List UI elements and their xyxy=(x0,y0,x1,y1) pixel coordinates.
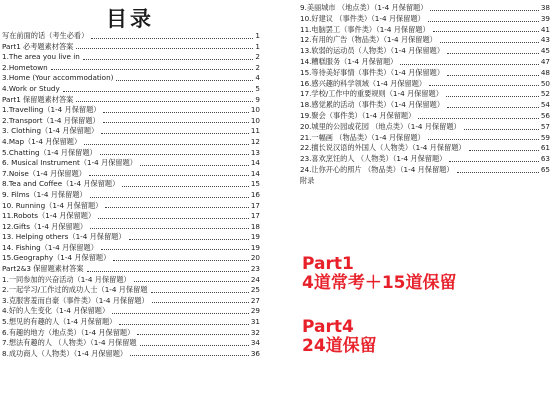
toc-entry-title: 11.电脑罢工（事件类）（1-4 月保留题） xyxy=(300,24,430,34)
toc-entry-title: 13. Helping others（1-4 月保留题） xyxy=(2,232,126,242)
toc-entry-title: 17.学校/工作中的重要规则（1-4 月保留题） xyxy=(300,89,443,99)
promo-part4-heading: Part4 xyxy=(302,317,354,337)
promo-part4-detail: 24道保留 xyxy=(302,335,377,356)
toc-entry-page: 61 xyxy=(540,143,550,153)
dot-leader xyxy=(87,271,249,272)
toc-entry-page: 59 xyxy=(540,132,550,142)
toc-entry-page: 1 xyxy=(255,41,260,51)
toc-entry[interactable] xyxy=(300,111,550,122)
dot-leader xyxy=(140,165,249,166)
toc-entry-page: 1 xyxy=(255,31,260,40)
toc-entry[interactable] xyxy=(2,328,260,339)
toc-entry[interactable] xyxy=(300,100,550,111)
toc-entry-page: 10 xyxy=(250,115,260,125)
dot-leader xyxy=(447,107,539,108)
toc-entry[interactable] xyxy=(2,264,260,275)
toc-entry[interactable] xyxy=(300,89,550,100)
dot-leader xyxy=(63,91,254,92)
toc-entry-page: 63 xyxy=(540,154,550,164)
dot-leader xyxy=(51,69,254,70)
toc-entry-title: 写在前面的话（考生必看） xyxy=(2,31,89,40)
toc-entry[interactable] xyxy=(2,232,260,243)
toc-entry-title: 23.喜欢烹饪的人 （人物类）（1-4 月保留题） xyxy=(300,154,447,164)
dot-leader xyxy=(469,150,539,151)
toc-entry[interactable] xyxy=(2,148,260,159)
toc-entry-title: 8.成功商人（人物类）（1-4 月保留题） xyxy=(2,348,128,358)
toc-entry-page: 41 xyxy=(540,24,550,34)
dot-leader xyxy=(122,186,249,187)
toc-entry-page: 31 xyxy=(250,317,260,327)
toc-entry-title: 4.Map（1-4 月保留题） xyxy=(2,136,82,146)
toc-entry-page: 52 xyxy=(540,89,550,99)
toc-entry-title: 24.让你开心的照片 （物品类）（1-4 月保留题） xyxy=(300,164,454,174)
toc-entry-page: 29 xyxy=(250,306,260,316)
toc-entry-title: 2.Transport（1-4 月保留题） xyxy=(2,115,100,125)
toc-entry-page: 19 xyxy=(250,232,260,242)
dot-leader xyxy=(103,122,249,123)
promo-part1 xyxy=(302,255,457,292)
toc-entry-page: 43 xyxy=(540,35,550,45)
toc-entry[interactable] xyxy=(2,349,260,360)
toc-entry[interactable] xyxy=(300,133,550,144)
toc-entry-title: 12.Gifts（1-4 月保留题） xyxy=(2,221,88,231)
toc-entry-title: 3. Clothing（1-4 月保留题） xyxy=(2,126,99,136)
toc-entry[interactable] xyxy=(2,31,260,42)
toc-entry[interactable] xyxy=(2,179,260,190)
toc-entry[interactable] xyxy=(2,126,260,137)
toc-right-column xyxy=(300,3,550,186)
appendix-label[interactable]: 附录 xyxy=(300,175,315,185)
toc-entry-page: 24 xyxy=(250,274,260,284)
toc-entry-title: 18.感觉累的活动（事件类）（1-4 月保留题） xyxy=(300,100,445,110)
toc-entry[interactable] xyxy=(2,42,260,53)
toc-entry-title: 2.一起学习/工作过的成功人士（1-4 月保留题 xyxy=(2,285,148,295)
toc-entry-page: 17 xyxy=(250,211,260,221)
dot-leader xyxy=(400,64,539,65)
dot-leader xyxy=(103,112,248,113)
toc-entry-page: 34 xyxy=(250,338,260,348)
dot-leader xyxy=(152,302,249,303)
dot-leader xyxy=(428,21,539,22)
toc-entry[interactable] xyxy=(300,14,550,25)
toc-entry-title: 15.Geography（1-4 月保留题） xyxy=(2,253,111,263)
toc-entry-title: 6.有趣的地方（地点类）（1-4 月保留题） xyxy=(2,327,135,337)
dot-leader xyxy=(76,101,253,102)
toc-entry-title: 16.感兴趣的科学领域（1-4 月保留题） xyxy=(300,78,427,88)
toc-entry-title: 12.有用的广告（物品类）（1-4 月保留题） xyxy=(300,35,437,45)
toc-entry-page: 4 xyxy=(255,73,260,83)
toc-entry-title: 7.Noise（1-4 月保留题） xyxy=(2,168,86,178)
dot-leader xyxy=(433,31,539,32)
toc-entry[interactable] xyxy=(2,116,260,127)
toc-entry-page: 32 xyxy=(250,327,260,337)
toc-entry-title: 3.克服害羞而自豪（事件类）（1-4 月保留题） xyxy=(2,295,149,305)
toc-entry-page: 15 xyxy=(250,179,260,189)
dot-leader xyxy=(100,154,249,155)
toc-entry-title: 14.糟糕服务（1-4 月保留题） xyxy=(300,56,398,66)
toc-entry-title: 22.擅长说汉语的外国人（人物类）（1-4 月保留题） xyxy=(300,143,466,153)
toc-entry-title: 4.好的人生变化（1-4 月保留题） xyxy=(2,306,110,316)
toc-entry-title: 13.软弱的运动员（人物类）（1-4 月保留题） xyxy=(300,46,445,56)
dot-leader xyxy=(116,80,253,81)
toc-entry-page: 9 xyxy=(255,94,260,104)
toc-entry-title: Part1 必考题素材答案 xyxy=(2,41,74,51)
toc-entry-page: 23 xyxy=(250,264,260,274)
toc-entry-page: 12 xyxy=(250,136,260,146)
toc-entry-title: 1.Travelling（1-4 月保留题） xyxy=(2,105,101,115)
toc-entry-title: 14. Fishing（1-4 月保留题） xyxy=(2,242,98,252)
toc-entry[interactable] xyxy=(300,165,550,176)
dot-leader xyxy=(447,53,539,54)
dot-leader xyxy=(440,42,539,43)
toc-entry-title: Part1 保留题素材答案 xyxy=(2,94,74,104)
toc-entry[interactable] xyxy=(2,253,260,264)
toc-entry-page: 48 xyxy=(540,67,550,77)
toc-entry-page: 27 xyxy=(250,295,260,305)
dot-leader xyxy=(418,118,539,119)
toc-entry[interactable] xyxy=(2,73,260,84)
toc-entry-title: 7.想法有趣的人 （人物类）（1-4 月保留题 xyxy=(2,338,137,348)
toc-entry-page: 54 xyxy=(540,100,550,110)
toc-entry-page: 2 xyxy=(255,62,260,72)
dot-leader xyxy=(101,133,249,134)
toc-entry-title: 20.城里的公园或花园 （地点类）（1-4 月保留题） xyxy=(300,121,461,131)
toc-entry[interactable] xyxy=(2,52,260,63)
toc-entry-title: 1.一同参加的兴奋活动（1-4 月保留题） xyxy=(2,274,131,284)
toc-entry-title: 2.Hometown xyxy=(2,62,48,72)
toc-entry-title: 5.Chatting（1-4 月保留题） xyxy=(2,147,97,157)
toc-entry[interactable] xyxy=(300,35,550,46)
toc-entry[interactable] xyxy=(2,296,260,307)
dot-leader xyxy=(112,313,249,314)
toc-entry[interactable] xyxy=(300,143,550,154)
toc-entry[interactable] xyxy=(2,169,260,180)
dot-leader xyxy=(130,355,249,356)
toc-entry-page: 5 xyxy=(255,83,260,93)
promo-part1-detail: 4道常考＋15道保留 xyxy=(302,272,457,293)
dot-leader xyxy=(429,85,539,86)
toc-entry-page: 11 xyxy=(250,126,260,136)
dot-leader xyxy=(137,334,249,335)
dot-leader xyxy=(89,175,249,176)
dot-leader xyxy=(119,324,249,325)
toc-entry-title: 19.聚会（事件类）（1-4 月保留题） xyxy=(300,110,416,120)
dot-leader xyxy=(140,345,249,346)
toc-entry-page: 25 xyxy=(250,285,260,295)
dot-leader xyxy=(84,144,249,145)
toc-entry[interactable] xyxy=(2,275,260,286)
promo-part1-heading: Part1 xyxy=(302,254,354,274)
toc-entry[interactable] xyxy=(2,285,260,296)
promo-part4 xyxy=(302,318,377,355)
toc-entry-page: 57 xyxy=(540,121,550,131)
toc-entry-page: 16 xyxy=(250,189,260,199)
toc-entry-page: 38 xyxy=(540,3,550,12)
toc-entry-title: 10.好建议 （事件类）（1-4 月保留题） xyxy=(300,13,425,23)
toc-entry-page: 10 xyxy=(250,105,260,115)
toc-entry[interactable] xyxy=(2,137,260,148)
dot-leader xyxy=(98,218,249,219)
toc-entry-title: 6. Musical Instrument（1-4 月保留题） xyxy=(2,158,137,168)
dot-leader xyxy=(90,197,249,198)
toc-entry-page: 39 xyxy=(540,13,550,23)
dot-leader xyxy=(76,48,253,49)
dot-leader xyxy=(428,139,539,140)
dot-leader xyxy=(447,75,539,76)
toc-entry-page: 14 xyxy=(250,168,260,178)
toc-entry[interactable] xyxy=(2,95,260,106)
toc-entry[interactable] xyxy=(2,84,260,95)
dot-leader xyxy=(91,38,253,39)
toc-entry[interactable] xyxy=(2,105,260,116)
toc-entry[interactable] xyxy=(2,222,260,233)
toc-entry[interactable] xyxy=(300,25,550,36)
toc-entry[interactable] xyxy=(2,201,260,212)
toc-entry-page: 50 xyxy=(540,78,550,88)
toc-entry-page: 47 xyxy=(540,56,550,66)
dot-leader xyxy=(105,207,249,208)
toc-entry[interactable] xyxy=(300,46,550,57)
toc-entry-title: 9. Films（1-4 月保留题） xyxy=(2,189,87,199)
toc-entry[interactable] xyxy=(300,154,550,165)
toc-entry-title: 5.想见的有趣的人（1-4 月保留题） xyxy=(2,317,117,327)
dot-leader xyxy=(101,249,249,250)
toc-entry-title: 9.美丽城市 （地点类）（1-4 月保留题） xyxy=(300,3,428,12)
toc-left-column xyxy=(2,31,260,359)
toc-entry-page: 17 xyxy=(250,200,260,210)
toc-entry-title: 10. Running（1-4 月保留题） xyxy=(2,200,103,210)
dot-leader xyxy=(446,96,539,97)
toc-entry[interactable] xyxy=(2,317,260,328)
toc-entry-page: 18 xyxy=(250,221,260,231)
dot-leader xyxy=(90,228,249,229)
toc-entry[interactable] xyxy=(2,243,260,254)
toc-entry-page: 36 xyxy=(250,348,260,358)
toc-entry[interactable] xyxy=(2,338,260,349)
toc-entry[interactable] xyxy=(2,63,260,74)
toc-entry-title: 4.Work or Study xyxy=(2,83,60,93)
toc-entry-title: 21.一幅画 （物品类）（1-4 月保留题） xyxy=(300,132,425,142)
toc-entry[interactable] xyxy=(2,158,260,169)
dot-leader xyxy=(449,161,539,162)
toc-entry-title: 1.The area you live in xyxy=(2,52,80,62)
toc-entry[interactable] xyxy=(300,122,550,133)
toc-entry-page: 13 xyxy=(250,147,260,157)
toc-entry-title: 11.Robots（1-4 月保留题） xyxy=(2,211,96,221)
dot-leader xyxy=(134,281,249,282)
dot-leader xyxy=(464,129,539,130)
toc-entry-title: 3.Home (Your accommodation) xyxy=(2,73,114,83)
toc-entry[interactable] xyxy=(300,57,550,68)
toc-entry[interactable] xyxy=(300,68,550,79)
page-title: 目录 xyxy=(106,7,154,31)
dot-leader xyxy=(430,10,538,11)
toc-entry-page: 20 xyxy=(250,253,260,263)
dot-leader xyxy=(113,260,249,261)
toc-entry-page: 45 xyxy=(540,46,550,56)
toc-entry[interactable] xyxy=(300,3,550,14)
toc-entry[interactable] xyxy=(2,190,260,201)
toc-entry-page: 2 xyxy=(255,52,260,62)
toc-entry-title: 8.Tea and Coffee（1-4 月保留题） xyxy=(2,179,120,189)
toc-entry-page: 14 xyxy=(250,158,260,168)
dot-leader xyxy=(129,239,249,240)
toc-entry-title: Part2&3 保留题素材答案 xyxy=(2,264,84,274)
dot-leader xyxy=(457,172,539,173)
toc-entry[interactable] xyxy=(2,306,260,317)
toc-entry-page: 19 xyxy=(250,242,260,252)
toc-entry[interactable] xyxy=(300,79,550,90)
toc-entry[interactable] xyxy=(2,211,260,222)
toc-entry-page: 56 xyxy=(540,110,550,120)
dot-leader xyxy=(83,59,254,60)
toc-entry-title: 15.等待美好事情（事件类）（1-4 月保留题） xyxy=(300,67,445,77)
toc-entry-page: 65 xyxy=(540,164,550,174)
dot-leader xyxy=(151,292,249,293)
